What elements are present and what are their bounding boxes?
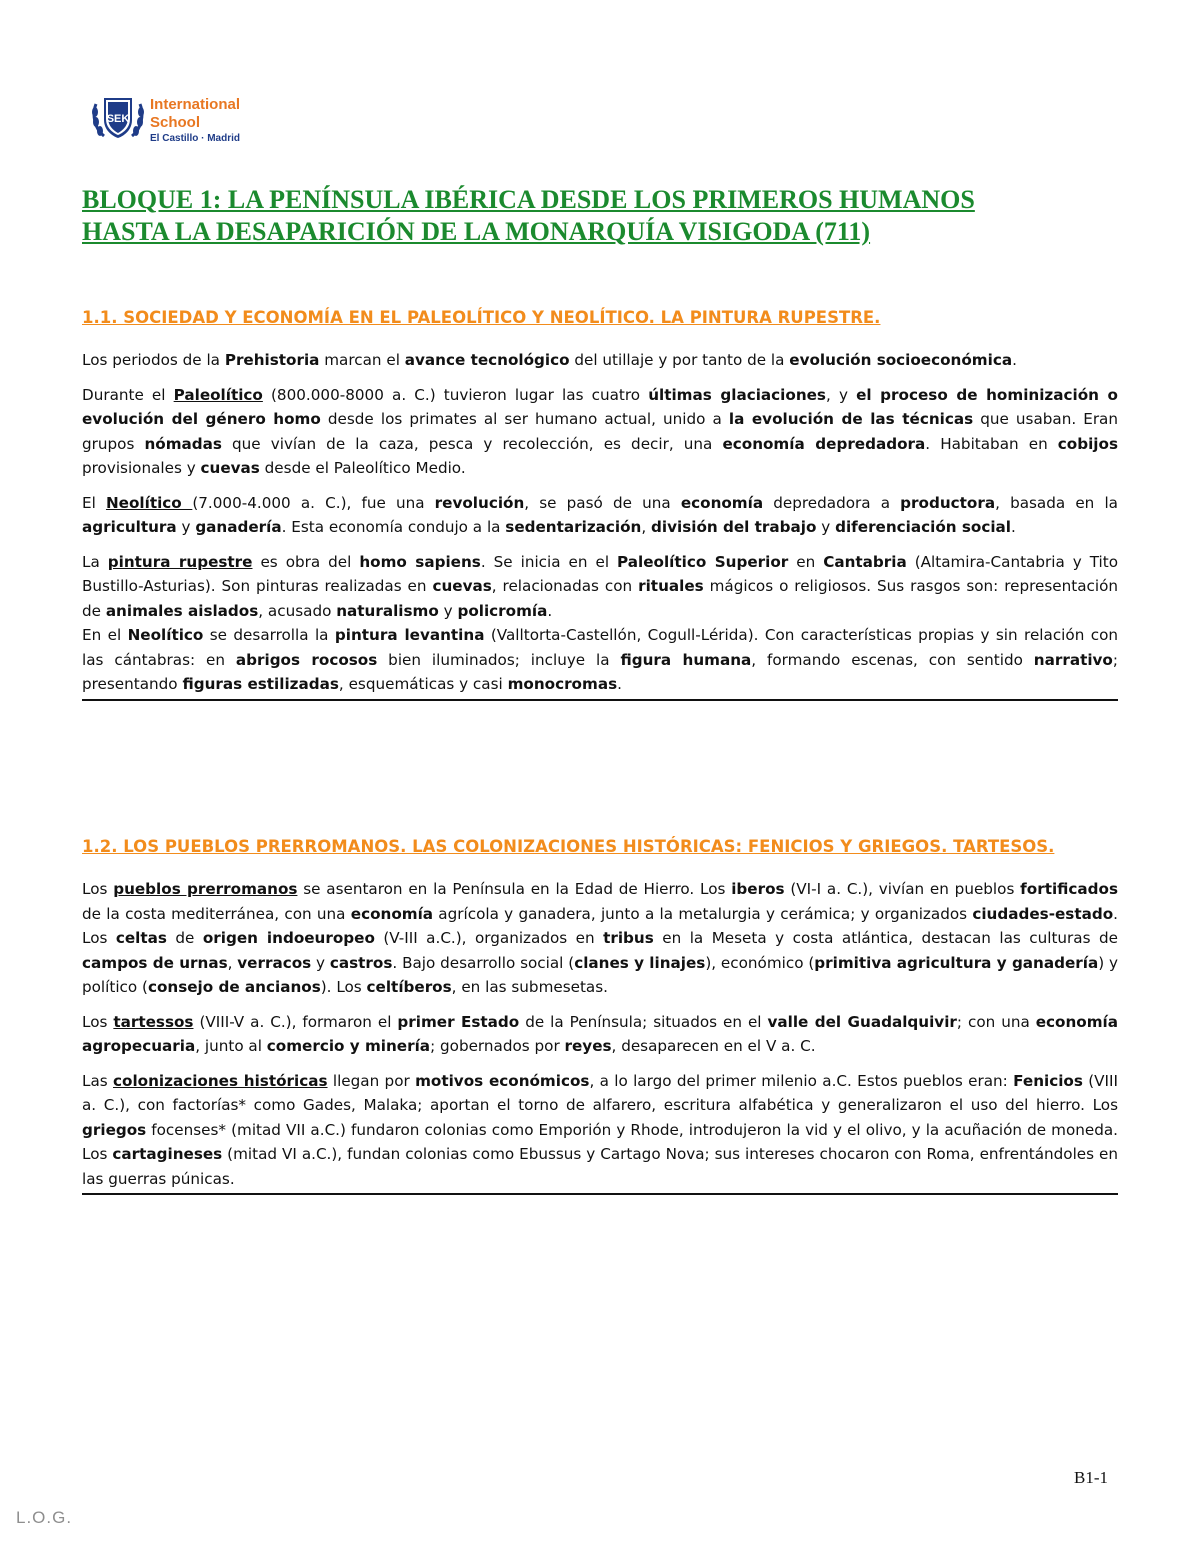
document-title [82,184,1122,248]
paragraph: En el Neolítico se desarrolla la pintura levantina (Valltorta-Castellón, Cogull-Lérida). Con características propias y sin relación con las cántabras: en abrigos rocosos bien iluminados; incluye la figura humana, formando escenas, con sentido narrativo; presentando figuras estilizadas, esquemáticas y casi monocromas. [82,626,1118,693]
title-line-1: BLOQUE 1: LA PENÍNSULA IBÉRICA DESDE LOS PRIMEROS HUMANOS [82,185,975,214]
logo-line-1: International [150,96,241,113]
page-number: B1-1 [1074,1468,1108,1487]
section-divider [82,1193,1118,1195]
footer-initials: L.O.G. [16,1508,73,1527]
paragraph: Los pueblos prerromanos se asentaron en la Península en la Edad de Hierro. Los iberos (VI-I a. C.), vivían en pueblos fortificados de la costa mediterránea, con una economía agrícola y ganadera, junto a la metalurgia y cerámica; y organizados ciudades-estado. Los celtas de origen indoeuropeo (V-III a.C.), organizados en tribus en la Meseta y costa atlántica, destacan las culturas de campos de urnas, verracos y castros. Bajo desarrollo social (clanes y linajes), económico (primitiva agricultura y ganadería) y político (consejo de ancianos). Los celtíberos, en las submesetas. [82,880,1119,996]
section-heading: 1.2. LOS PUEBLOS PRERROMANOS. LAS COLONIZACIONES HISTÓRICAS: FENICIOS Y GRIEGOS. TARTESOS. [82,837,1055,856]
paragraph: Durante el Paleolítico (800.000-8000 a. C.) tuvieron lugar las cuatro últimas glaciaciones, y el proceso de hominización o evolución del género homo desde los primates al ser humano actual, unido a la evolución de las técnicas que usaban. Eran grupos nómadas que vivían de la caza, pesca y recolección, es decir, una economía depredadora. Habitaban en cobijos provisionales y cuevas desde el Paleolítico Medio. [82,385,1118,477]
logo-wordmark [150,96,240,146]
section-divider [82,699,1118,701]
logo-mark-text: SEK [106,113,130,125]
logo-line-2: School [150,114,201,131]
logo-line-3: El Castillo · Madrid [150,133,241,144]
section-heading: 1.1. SOCIEDAD Y ECONOMÍA EN EL PALEOLÍTICO Y NEOLÍTICO. LA PINTURA RUPESTRE. [82,308,881,327]
section-paleolitico-neolitico [82,306,1118,701]
paragraph: Las colonizaciones históricas llegan por motivos económicos, a lo largo del primer milenio a.C. Estos pueblos eran: Fenicios (VIII a. C.), con factorías* como Gades, Malaka; aportan el torno de alfarero, escritura alfabética y generalizaron el uso del hierro. Los griegos focenses* (mitad VII a.C.) fundaron colonias como Emporión y Rhode, introdujeron la vid y el olivo, y la acuñación de moneda. Los cartagineses (mitad VI a.C.), fundan colonias como Ebussus y Cartago Nova; sus intereses chocaron con Roma, enfrentándoles en las guerras púnicas. [82,1071,1119,1188]
section-pueblos-prerromanos [82,835,1118,1195]
laurel-shield-icon [88,92,148,148]
school-logo [88,92,248,148]
paragraph: La pintura rupestre es obra del homo sapiens. Se inicia en el Paleolítico Superior en Cantabria (Altamira-Cantabria y Tito Bustillo-Asturias). Son pinturas realizadas en cuevas, relacionadas con rituales mágicos o religiosos. Sus rasgos son: representación de animales aislados, acusado naturalismo y policromía. [82,552,1119,620]
paragraph: Los tartessos (VIII-V a. C.), formaron el primer Estado de la Península; situados en el valle del Guadalquivir; con una economía agropecuaria, junto al comercio y minería; gobernados por reyes, desaparecen en el V a. C. [82,1012,1118,1055]
paragraph: El Neolítico (7.000-4.000 a. C.), fue una revolución, se pasó de una economía depredadora a productora, basada en la agricultura y ganadería. Esta economía condujo a la sedentarización, división del trabajo y diferenciación social. [82,493,1118,536]
paragraph: Los periodos de la Prehistoria marcan el avance tecnológico del utillaje y por tanto de la evolución socioeconómica. [82,351,1017,369]
title-line-2: HASTA LA DESAPARICIÓN DE LA MONARQUÍA VISIGODA (711) [82,217,871,246]
